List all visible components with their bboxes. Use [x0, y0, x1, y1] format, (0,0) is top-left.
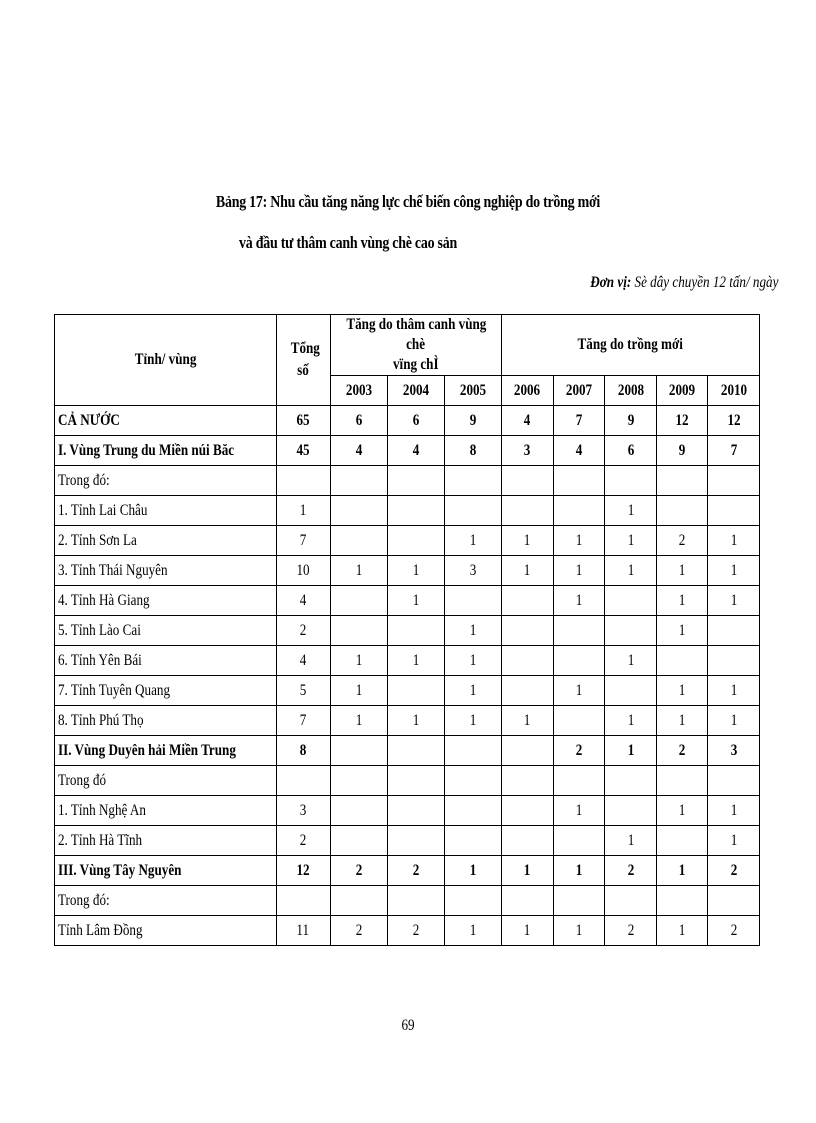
row-total-cell: 8	[276, 736, 330, 766]
row-value-cell-2004	[387, 616, 444, 646]
row-value-cell-2005	[444, 466, 501, 496]
row-value-cell-2004	[387, 886, 444, 916]
row-name-cell: Trong đó:	[55, 466, 277, 496]
table-row	[55, 496, 760, 526]
row-value-cell-2005	[444, 766, 501, 796]
row-value-cell-2005: 1	[444, 646, 501, 676]
row-value-cell-2005: 1	[444, 706, 501, 736]
row-value-cell-2006	[502, 646, 554, 676]
row-value-cell-2004: 4	[387, 436, 444, 466]
row-value-cell-2008: 2	[605, 916, 657, 946]
row-value-cell-2009: 1	[656, 796, 708, 826]
row-value-cell-2010: 1	[708, 526, 760, 556]
row-value-cell-2010: 1	[708, 706, 760, 736]
row-value-cell-2003	[330, 796, 387, 826]
row-value-cell-2006	[502, 466, 554, 496]
table-row	[55, 916, 760, 946]
row-value-cell-2010	[708, 766, 760, 796]
row-total-cell	[276, 766, 330, 796]
row-value-cell-2008	[605, 466, 657, 496]
row-value-cell-2007: 4	[553, 436, 605, 466]
row-value-cell-2005: 1	[444, 526, 501, 556]
row-value-cell-2004	[387, 466, 444, 496]
row-value-cell-2007	[553, 496, 605, 526]
row-value-cell-2006	[502, 586, 554, 616]
row-value-cell-2006	[502, 886, 554, 916]
row-value-cell-2009	[656, 766, 708, 796]
table-row	[55, 526, 760, 556]
row-total-cell	[276, 466, 330, 496]
row-value-cell-2009	[656, 886, 708, 916]
row-total-cell: 4	[276, 586, 330, 616]
row-value-cell-2008	[605, 796, 657, 826]
row-value-cell-2010: 7	[708, 436, 760, 466]
row-total-cell: 65	[276, 406, 330, 436]
row-value-cell-2010: 2	[708, 916, 760, 946]
row-value-cell-2009	[656, 826, 708, 856]
row-value-cell-2010	[708, 616, 760, 646]
row-value-cell-2007	[553, 706, 605, 736]
row-value-cell-2005	[444, 496, 501, 526]
row-value-cell-2003: 6	[330, 406, 387, 436]
row-value-cell-2010: 1	[708, 826, 760, 856]
row-total-cell: 4	[276, 646, 330, 676]
row-value-cell-2005	[444, 886, 501, 916]
header-year-2006: 2006	[502, 376, 554, 406]
row-value-cell-2007: 2	[553, 736, 605, 766]
table-row	[55, 676, 760, 706]
table-row	[55, 586, 760, 616]
row-value-cell-2004: 1	[387, 556, 444, 586]
table-row	[55, 856, 760, 886]
row-value-cell-2006	[502, 616, 554, 646]
row-value-cell-2009: 2	[656, 736, 708, 766]
table-row	[55, 406, 760, 436]
row-value-cell-2006	[502, 736, 554, 766]
header-region: Tỉnh/ vùng	[55, 315, 277, 406]
row-value-cell-2005: 8	[444, 436, 501, 466]
row-value-cell-2009: 1	[656, 586, 708, 616]
row-value-cell-2007: 1	[553, 856, 605, 886]
row-value-cell-2005	[444, 826, 501, 856]
row-value-cell-2005: 1	[444, 916, 501, 946]
header-year-2010: 2010	[708, 376, 760, 406]
table-row	[55, 616, 760, 646]
row-value-cell-2007: 1	[553, 796, 605, 826]
row-value-cell-2009: 12	[656, 406, 708, 436]
row-value-cell-2007: 1	[553, 556, 605, 586]
row-value-cell-2004	[387, 736, 444, 766]
row-value-cell-2009: 1	[656, 916, 708, 946]
header-year-2007: 2007	[553, 376, 605, 406]
row-value-cell-2006: 4	[502, 406, 554, 436]
table-row	[55, 766, 760, 796]
row-value-cell-2005: 1	[444, 616, 501, 646]
row-value-cell-2005	[444, 796, 501, 826]
row-total-cell: 2	[276, 826, 330, 856]
row-name-cell: 7. Tỉnh Tuyên Quang	[55, 676, 277, 706]
row-value-cell-2009: 1	[656, 856, 708, 886]
row-value-cell-2003	[330, 826, 387, 856]
row-value-cell-2007: 1	[553, 916, 605, 946]
table-row	[55, 466, 760, 496]
row-value-cell-2006: 1	[502, 706, 554, 736]
row-total-cell: 1	[276, 496, 330, 526]
row-value-cell-2010: 1	[708, 796, 760, 826]
row-value-cell-2008: 1	[605, 526, 657, 556]
row-total-cell: 2	[276, 616, 330, 646]
row-value-cell-2006	[502, 676, 554, 706]
table-title-line-1: Bảng 17: Nhu cầu tăng năng lực chế biến công nghiệp do trồng mới	[215, 192, 601, 211]
row-value-cell-2008: 1	[605, 736, 657, 766]
row-value-cell-2008	[605, 586, 657, 616]
table-row	[55, 826, 760, 856]
row-value-cell-2003	[330, 736, 387, 766]
row-value-cell-2010	[708, 466, 760, 496]
row-value-cell-2010: 3	[708, 736, 760, 766]
row-value-cell-2008: 1	[605, 646, 657, 676]
row-value-cell-2005	[444, 586, 501, 616]
row-value-cell-2008	[605, 676, 657, 706]
row-value-cell-2010: 1	[708, 556, 760, 586]
row-value-cell-2004: 1	[387, 646, 444, 676]
page-number: 69	[401, 1017, 415, 1034]
row-value-cell-2005	[444, 736, 501, 766]
row-total-cell: 7	[276, 706, 330, 736]
table-row	[55, 796, 760, 826]
row-value-cell-2008: 1	[605, 706, 657, 736]
table-row	[55, 886, 760, 916]
row-value-cell-2007: 1	[553, 676, 605, 706]
header-year-2005: 2005	[444, 376, 501, 406]
row-total-cell: 5	[276, 676, 330, 706]
row-value-cell-2006: 1	[502, 556, 554, 586]
row-value-cell-2004: 2	[387, 856, 444, 886]
row-name-cell: 8. Tỉnh Phú Thọ	[55, 706, 277, 736]
header-year-2008: 2008	[605, 376, 657, 406]
header-year-2004: 2004	[387, 376, 444, 406]
row-value-cell-2005: 3	[444, 556, 501, 586]
row-value-cell-2004	[387, 496, 444, 526]
header-group-intensive: Tăng do thâm canh vùng chè vïng chÌ	[330, 315, 502, 376]
row-value-cell-2007	[553, 646, 605, 676]
row-value-cell-2010	[708, 496, 760, 526]
row-value-cell-2006: 1	[502, 526, 554, 556]
row-value-cell-2004	[387, 676, 444, 706]
row-value-cell-2009: 2	[656, 526, 708, 556]
row-name-cell: 5. Tỉnh Lào Cai	[55, 616, 277, 646]
row-value-cell-2003	[330, 466, 387, 496]
row-value-cell-2003	[330, 586, 387, 616]
row-value-cell-2003: 1	[330, 556, 387, 586]
row-name-cell: II. Vùng Duyên hải Miền Trung	[55, 736, 277, 766]
row-value-cell-2003	[330, 616, 387, 646]
row-name-cell: 3. Tỉnh Thái Nguyên	[55, 556, 277, 586]
row-value-cell-2007	[553, 766, 605, 796]
row-value-cell-2006	[502, 766, 554, 796]
row-name-cell: I. Vùng Trung du Miền núi Băc	[55, 436, 277, 466]
row-value-cell-2004: 2	[387, 916, 444, 946]
capacity-table	[54, 314, 760, 946]
row-value-cell-2005: 1	[444, 856, 501, 886]
row-value-cell-2010: 12	[708, 406, 760, 436]
table-row	[55, 736, 760, 766]
row-total-cell	[276, 886, 330, 916]
table-row	[55, 556, 760, 586]
row-name-cell: 1. Tỉnh Lai Châu	[55, 496, 277, 526]
row-value-cell-2009	[656, 646, 708, 676]
row-value-cell-2007: 1	[553, 586, 605, 616]
row-value-cell-2003: 2	[330, 856, 387, 886]
row-value-cell-2010	[708, 886, 760, 916]
row-value-cell-2005: 1	[444, 676, 501, 706]
row-value-cell-2009: 1	[656, 676, 708, 706]
row-name-cell: Tỉnh Lâm Đồng	[55, 916, 277, 946]
row-value-cell-2007	[553, 826, 605, 856]
row-value-cell-2007	[553, 616, 605, 646]
table-title-line-2: và đầu tư thâm canh vùng chè cao sản	[239, 233, 457, 252]
row-value-cell-2003	[330, 526, 387, 556]
row-value-cell-2010: 2	[708, 856, 760, 886]
row-value-cell-2008	[605, 766, 657, 796]
row-value-cell-2003: 1	[330, 676, 387, 706]
row-value-cell-2006: 1	[502, 856, 554, 886]
row-value-cell-2004	[387, 766, 444, 796]
row-value-cell-2008: 1	[605, 556, 657, 586]
row-name-cell: 4. Tỉnh Hà Giang	[55, 586, 277, 616]
row-value-cell-2009	[656, 496, 708, 526]
row-value-cell-2008: 9	[605, 406, 657, 436]
row-value-cell-2010: 1	[708, 676, 760, 706]
row-value-cell-2003: 1	[330, 646, 387, 676]
row-value-cell-2003	[330, 766, 387, 796]
row-value-cell-2006	[502, 826, 554, 856]
row-name-cell: 6. Tỉnh Yên Bái	[55, 646, 277, 676]
row-total-cell: 45	[276, 436, 330, 466]
row-value-cell-2004	[387, 826, 444, 856]
row-value-cell-2007: 1	[553, 526, 605, 556]
row-name-cell: 2. Tỉnh Sơn La	[55, 526, 277, 556]
row-name-cell: Trong đó	[55, 766, 277, 796]
table-row	[55, 646, 760, 676]
row-value-cell-2003	[330, 886, 387, 916]
unit-note	[590, 274, 778, 292]
row-value-cell-2003: 4	[330, 436, 387, 466]
unit-label: Đơn vị:	[589, 274, 631, 291]
row-value-cell-2009: 9	[656, 436, 708, 466]
row-value-cell-2008: 2	[605, 856, 657, 886]
row-value-cell-2009: 1	[656, 616, 708, 646]
row-value-cell-2010: 1	[708, 586, 760, 616]
row-value-cell-2006	[502, 496, 554, 526]
row-value-cell-2003: 2	[330, 916, 387, 946]
unit-value: Sè dây chuyền 12 tấn/ ngày	[630, 274, 778, 291]
header-group-new-planting: Tăng do trồng mới	[502, 315, 760, 376]
row-total-cell: 7	[276, 526, 330, 556]
row-value-cell-2004: 1	[387, 706, 444, 736]
row-value-cell-2010	[708, 646, 760, 676]
row-value-cell-2006	[502, 796, 554, 826]
row-total-cell: 11	[276, 916, 330, 946]
row-value-cell-2008	[605, 616, 657, 646]
table-row	[55, 706, 760, 736]
row-value-cell-2003: 1	[330, 706, 387, 736]
row-total-cell: 12	[276, 856, 330, 886]
row-value-cell-2004	[387, 796, 444, 826]
row-name-cell: 1. Tỉnh Nghệ An	[55, 796, 277, 826]
row-value-cell-2009: 1	[656, 706, 708, 736]
table-row	[55, 436, 760, 466]
header-year-2003: 2003	[330, 376, 387, 406]
row-name-cell: CẢ NƯỚC	[55, 406, 277, 436]
row-value-cell-2003	[330, 496, 387, 526]
row-name-cell: Trong đó:	[55, 886, 277, 916]
row-total-cell: 3	[276, 796, 330, 826]
row-value-cell-2006: 1	[502, 916, 554, 946]
row-value-cell-2007	[553, 466, 605, 496]
row-value-cell-2008: 1	[605, 826, 657, 856]
row-value-cell-2004	[387, 526, 444, 556]
row-value-cell-2007: 7	[553, 406, 605, 436]
row-value-cell-2004: 1	[387, 586, 444, 616]
row-name-cell: III. Vùng Tây Nguyên	[55, 856, 277, 886]
row-value-cell-2008	[605, 886, 657, 916]
row-name-cell: 2. Tỉnh Hà Tĩnh	[55, 826, 277, 856]
row-total-cell: 10	[276, 556, 330, 586]
header-year-2009: 2009	[656, 376, 708, 406]
row-value-cell-2007	[553, 886, 605, 916]
row-value-cell-2008: 1	[605, 496, 657, 526]
row-value-cell-2005: 9	[444, 406, 501, 436]
row-value-cell-2009	[656, 466, 708, 496]
row-value-cell-2006: 3	[502, 436, 554, 466]
row-value-cell-2009: 1	[656, 556, 708, 586]
header-total: Tổng số	[276, 315, 330, 406]
row-value-cell-2004: 6	[387, 406, 444, 436]
row-value-cell-2008: 6	[605, 436, 657, 466]
